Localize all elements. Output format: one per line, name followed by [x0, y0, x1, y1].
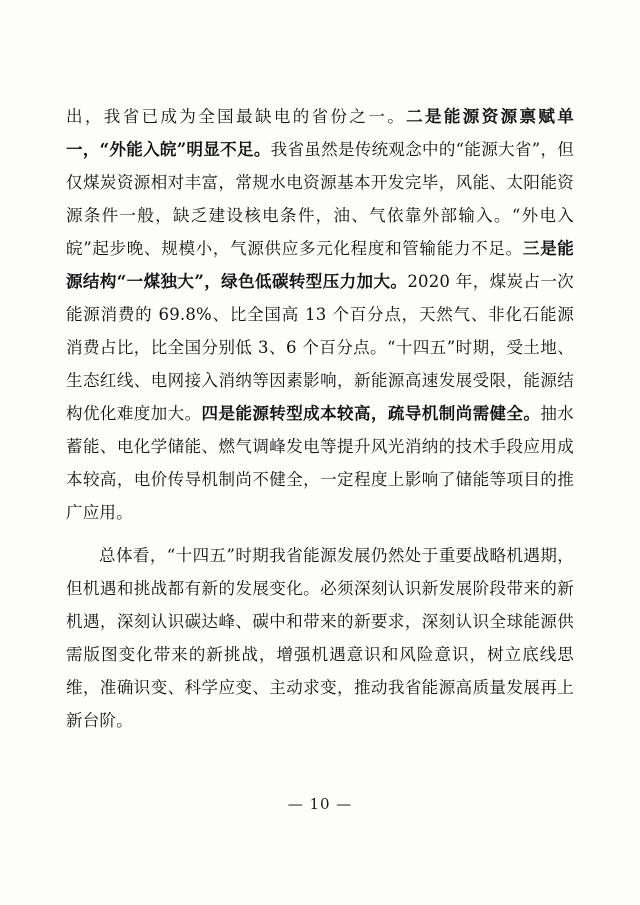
page-number: — 10 — [287, 795, 353, 813]
text-run: 总体看，“十四五”时期我省能源发展仍然处于重要战略机遇期，但机遇和挑战都有新的发展变化。必须深刻认识新发展阶段带来的新机遇，深刻认识碳达峰、碳中和带来的新要求，深刻认识全球能源供需版图变化带来的新挑战，增强机遇意识和风险意识，树立底线思维，准确识变、科学应变、主动求变，推动我省能源高质量发展再上新台阶。 [66, 546, 574, 730]
text-run: 我省虽然是传统观念中的“能源大省”，但仅煤炭资源相对丰富，常规水电资源基本开发完毕，风能、太阳能资源条件一般，缺乏建设核电条件，油、气依靠外部输入。“外电入皖”起步晚、规模小，气源供应多元化程度和管输能力不足。 [66, 140, 574, 258]
text-run: 抽水蓄能、电化学储能、燃气调峰发电等提升风光消纳的技术手段应用成本较高，电价传导机制尚不健全，一定程度上影响了储能等项目的推广应用。 [66, 404, 575, 522]
document-body [66, 100, 574, 737]
text-run-bold: 四是能源转型成本较高，疏导机制尚需健全。 [201, 404, 541, 423]
paragraph-1 [66, 100, 574, 529]
text-run: 出，我省已成为全国最缺电的省份之一。 [66, 107, 407, 126]
text-run-bold: 二是能源资源禀赋单一，“外能入皖”明显不足。 [66, 107, 574, 159]
text-run-bold: 三是能源结构“一煤独大”，绿色低碳转型压力加大。 [66, 239, 574, 291]
paragraph-2 [66, 539, 574, 737]
text-run: 2020 年，煤炭占一次能源消费的 69.8%、比全国高 13 个百分点，天然气、非化石能源消费占比，比全国分别低 3、6 个百分点。“十四五”时期，受土地、生态红线、电网接入消纳等因素影响，新能源高速发展受限，能源结构优化难度加大。 [66, 272, 574, 423]
